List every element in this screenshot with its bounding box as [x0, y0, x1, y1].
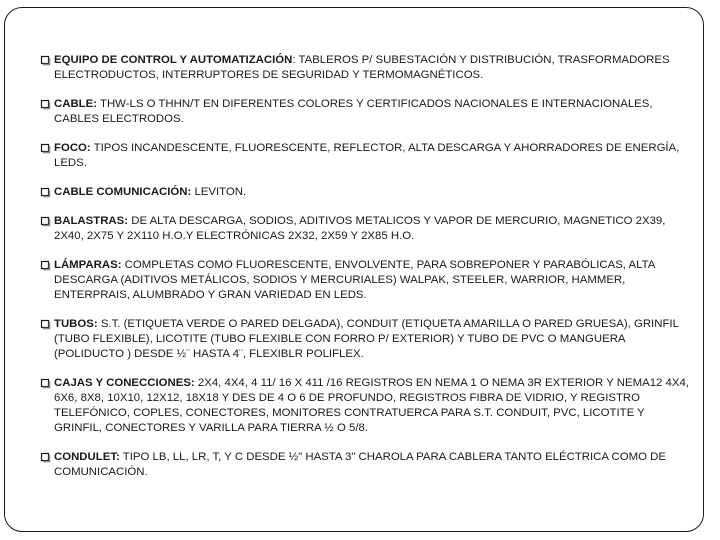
checkbox-bullet-icon [40, 378, 51, 389]
item-label: FOCO: [54, 142, 91, 154]
item-text: COMPLETAS COMO FLUORESCENTE, ENVOLVENTE, PARA SOBREPONER Y PARABÓLICAS, ALTA DESCARGA (ADITIVOS METÁLICOS, SODIOS Y MERCURIALES) WALPAK, STEELER, WARRIOR, HAMMER, ENTERPRAIS, ALUMBRADO Y GRAN VARIEDAD EN LEDS. [54, 259, 655, 301]
checkbox-bullet-icon [40, 319, 51, 330]
list-item-condulet [40, 450, 690, 480]
item-text: THW-LS O THHN/T EN DIFERENTES COLORES Y CERTIFICADOS NACIONALES E INTERNACIONALES, CABLES ELECTRODOS. [54, 98, 653, 125]
item-label: CABLE: [54, 98, 98, 110]
checkbox-bullet-icon [40, 187, 51, 198]
item-text: : TABLEROS P/ SUBESTACIÓN Y DISTRIBUCIÓN, TRASFORMADORES ELECTRODUCTOS, INTERRUPTORES DE SEGURIDAD Y TERMOMAGNÉTICOS. [54, 54, 670, 81]
item-text: S.T. (ETIQUETA VERDE O PARED DELGADA), CONDUIT (ETIQUETA AMARILLA O PARED GRUESA), GRINFIL (TUBO FLEXIBLE), LICOTITE (TUBO FLEXIBLE CON FORRO P/ EXTERIOR) Y TUBO DE PVC O MANGUERA (POLIDUCTO ) DESDE ½¨ HASTA 4¨, FLEXIBLR POLIFLEX. [54, 318, 679, 360]
checkbox-bullet-icon [40, 260, 51, 271]
list-item-foco [40, 141, 690, 171]
item-label: LÁMPARAS: [54, 259, 122, 271]
list-item-equipo-control [40, 53, 690, 83]
checkbox-bullet-icon [40, 99, 51, 110]
product-list [40, 53, 690, 494]
list-item-balastras [40, 214, 690, 244]
checkbox-bullet-icon [40, 452, 51, 463]
item-label: EQUIPO DE CONTROL Y AUTOMATIZACIÓN [54, 54, 293, 66]
list-item-cable-comunicacion [40, 185, 690, 200]
list-item-lamparas [40, 258, 690, 303]
item-text: DE ALTA DESCARGA, SODIOS, ADITIVOS METALICOS Y VAPOR DE MERCURIO, MAGNETICO 2X39, 2X40, 2X75 Y 2X110 H.O.Y ELECTRÓNICAS 2X32, 2X59 Y 2X85 H.O. [54, 215, 666, 242]
checkbox-bullet-icon [40, 55, 51, 66]
checkbox-bullet-icon [40, 216, 51, 227]
slide-frame [4, 7, 704, 532]
item-text: TIPO LB, LL, LR, T, Y C DESDE ½" HASTA 3" CHAROLA PARA CABLERA TANTO ELÉCTRICA COMO DE COMUNICACIÓN. [54, 451, 666, 478]
item-label: CONDULET: [54, 451, 120, 463]
item-text: 2X4, 4X4, 4 11/ 16 X 411 /16 REGISTROS EN NEMA 1 O NEMA 3R EXTERIOR Y NEMA12 4X4, 6X6, 8X8, 10X10, 12X12, 18X18 Y DES DE 4 O 6 DE PROFUNDO, REGISTROS FIBRA DE VIDRIO, Y REGISTRO TELEFÓNICO, COPLES, CONECTORES, MONITORES CONTRATUERCA PARA S.T. CONDUIT, PVC, LICOTITE Y GRINFIL, CONECTORES Y VARILLA PARA TIERRA ½ O 5/8. [54, 377, 689, 434]
item-text: LEVITON. [191, 186, 247, 198]
item-label: TUBOS: [54, 318, 98, 330]
item-text: TIPOS INCANDESCENTE, FLUORESCENTE, REFLECTOR, ALTA DESCARGA Y AHORRADORES DE ENERGÍA, LEDS. [54, 142, 680, 169]
list-item-tubos [40, 317, 690, 362]
list-item-cable [40, 97, 690, 127]
list-item-cajas-conecciones [40, 376, 690, 436]
item-label: CAJAS Y CONECCIONES: [54, 377, 195, 389]
item-label: BALASTRAS: [54, 215, 129, 227]
item-label: CABLE COMUNICACIÓN: [54, 186, 192, 198]
checkbox-bullet-icon [40, 143, 51, 154]
